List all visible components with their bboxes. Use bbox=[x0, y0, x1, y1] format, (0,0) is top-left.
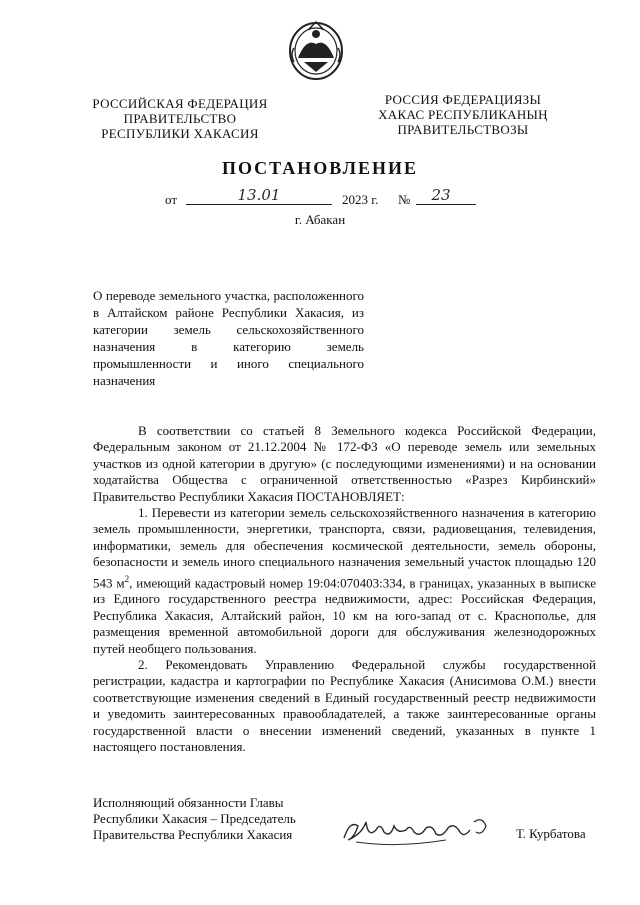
header-right-line: ХАКАС РЕСПУБЛИКАНЫҢ bbox=[378, 107, 548, 122]
item-1-text-part2: , имеющий кадастровый номер 19:04:070403:334, в границах, указанных в выписке из Единого государственного реестра недвижимости, адрес: Российская Федерация, Республика Хакасия, Алтайский район, 10 км на юго-запад от с. Краснополье, для размещения временной автомобильной дороги для обслуживания железнодорожных путей необщего пользования. bbox=[93, 574, 596, 656]
header-left-line: РОССИЙСКАЯ ФЕДЕРАЦИЯ bbox=[92, 96, 268, 111]
date-year: 2023 г. bbox=[342, 192, 379, 207]
signatory-position-line: Республики Хакасия – Председатель bbox=[93, 811, 296, 826]
preamble-paragraph: В соответствии со статьей 8 Земельного кодекса Российской Федерации, Федеральным законом от 21.12.2004 № 172-ФЗ «О переводе земель или земельных участков из одной категории в другую» (с последующими изменениями) и на основании ходатайства Общества с ограниченной ответственностью «Разрез Кирбинский» Правительство Республики Хакасия ПОСТАНОВЛЯЕТ: bbox=[93, 423, 596, 504]
signatory-position-line: Правительства Республики Хакасия bbox=[93, 827, 293, 842]
header-right-line: ПРАВИТЕЛЬСТВОЗЫ bbox=[397, 122, 529, 137]
item-2-paragraph: 2. Рекомендовать Управлению Федеральной службы государственной регистрации, кадастра и картографии по Республике Хакасия (Анисимова О.М.) внести соответствующие изменения сведений в Единый государственный реестр недвижимости и уведомить заинтересованных правообладателей, а также заинтересованные органы государственной власти о внесении изменений сведений, указанных в пункте 1 настоящего постановления. bbox=[93, 657, 596, 755]
date-prefix: от bbox=[165, 192, 178, 207]
signatory-position-line: Исполняющий обязанности Главы bbox=[93, 795, 284, 810]
number-label: № bbox=[398, 192, 411, 207]
coat-of-arms-emblem bbox=[286, 18, 346, 82]
header-right-line: РОССИЯ ФЕДЕРАЦИЯЗЫ bbox=[384, 92, 542, 107]
signer-name: Т. Курбатова bbox=[516, 826, 586, 841]
subject-text: О переводе земельного участка, расположенного в Алтайском районе Республики Хакасия, из категории земель сельскохозяйственного назначения в категорию земель промышленности и иного специального назначения bbox=[93, 288, 364, 388]
date-number-row bbox=[0, 186, 640, 214]
header-right-block bbox=[360, 92, 566, 137]
item-1-paragraph bbox=[93, 505, 596, 657]
document-body bbox=[93, 423, 596, 755]
header-left-block bbox=[80, 96, 280, 141]
document-title: ПОСТАНОВЛЕНИЕ bbox=[221, 158, 419, 178]
item-1-superscript: 2 bbox=[124, 573, 130, 584]
city-label: г. Абакан bbox=[294, 212, 346, 227]
handwritten-signature bbox=[336, 808, 496, 850]
date-handwritten: 13.01 bbox=[237, 186, 281, 204]
header-left-line: РЕСПУБЛИКИ ХАКАСИЯ bbox=[101, 126, 259, 141]
signatory-position bbox=[93, 795, 333, 843]
number-handwritten: 23 bbox=[431, 186, 451, 204]
item-1-text-part1: 1. Перевести из категории земель сельскохозяйственного назначения в категорию земель промышленности, энергетики, транспорта, связи, радиовещания, телевидения, информатики, земель для обеспечения космической деятельности, земель обороны, безопасности и земель иного специального назначения земельный участок площадью 120 543 м bbox=[93, 505, 596, 590]
header-left-line: ПРАВИТЕЛЬСТВО bbox=[123, 111, 237, 126]
